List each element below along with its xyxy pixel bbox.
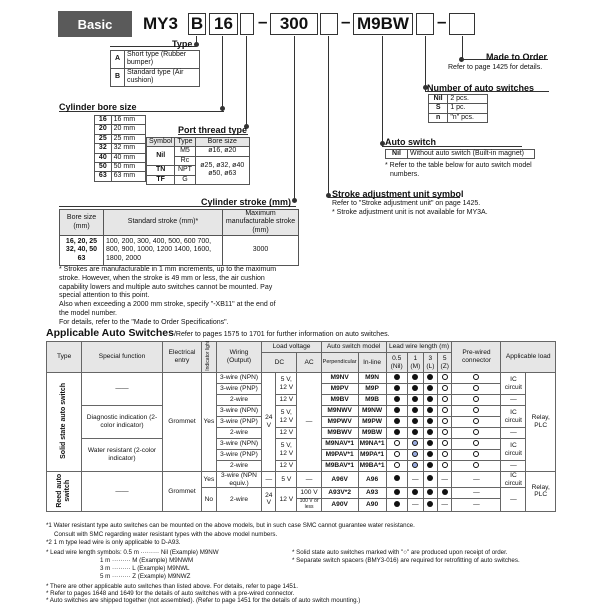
bore-line (222, 36, 223, 112)
mto-code-box (449, 13, 475, 35)
type-code-box: B (188, 13, 206, 35)
port-table: Symbol Type Bore size Nil M5 ø16, ø20 Rc ø25, ø32, ø40 ø50, ø63 TN NPT TF G (146, 137, 250, 185)
port-code-box (240, 13, 254, 35)
solid-note-2: * Separate switch spacers (BMY3-016) are required for retrofitting of auto switches. (292, 557, 520, 564)
autosw-line (382, 36, 383, 146)
mto-desc: Refer to page 1425 for details. (448, 64, 543, 71)
applicable-table: Type Special function Electrical entry Indicator light Wiring (Output) Load voltage Auto switch model Lead wire length (m) Pre-wired connector Applicable load DC AC Perpendicular In-line 0.5 (Nil) 1 (M) 3 (L) 5 (Z) Solid state auto switch —— Grommet Yes 3-wire (NPN) 24 V 5 V, 12 V — M9NV M9N IC circuit Relay, PLC 3-wire (PNP) M9PV M9P 2-wire 12 V M9BV M9B — Diagnostic indication (2-color indicator) 3-wire (NPN) 5 V, 12 V M9NWV M9NW IC circuit 3-wire (PNP) M9PWV M9PW 2-wire 12 V M9BWV M9BW — Water resistant (2-color indicator) 3-wire (NPN) 5 V, 12 V M9NAV*1 M9NA*1 IC circuit 3-wire (PNP) M9PAV*1 M9PA*1 2-wire 12 V M9BAV*1 M9BA*1 — Reed auto switch —— Grommet Yes 3-wire (NPN equiv.) — 5 V — A96V A96 — — — IC circuit Relay, PLC No 2-wire 24 V 12 V 100 V A93V*2 A93 — — 100 V or less A90V A90 — — — (46, 341, 556, 512)
note-1: *1 Water resistant type auto switches can be mounted on the above models, but in such case SMC cannot guarantee water resistance. (46, 522, 415, 529)
mto-title: Made to Order (486, 52, 548, 62)
type-table: A Short type (Rubber bumper) B Standard type (Air cushion) (110, 50, 200, 87)
bore-table: 16 16 mm 20 20 mm 25 25 mm 32 32 mm 40 40 mm 50 50 mm 63 63 mm (94, 115, 146, 182)
mto-dot (459, 57, 464, 62)
basic-tab: Basic (58, 11, 132, 37)
stroke-code-box: 300 (270, 13, 318, 35)
autosw-table: Nil Without auto switch (Built-in magnet) (385, 149, 535, 159)
stroke-notes: * Strokes are manufacturable in 1 mm increments, up to the maximum stroke. However, when the stroke is 49 mm or less, the air cushion capability lowers and multiple auto switches cannot be mounted. Pay special attention to this point. Also when exceeding a 2000 mm stroke, specify "-XB11" at the end of the model number. For details, refer to the "Made to Order Specifications". (59, 266, 277, 326)
stroke-title: Cylinder stroke (mm) (201, 197, 292, 207)
autosw-title: Auto switch (385, 137, 436, 147)
other-note-2: * Refer to pages 1648 and 1649 for the details of auto switches with a pre-wired connector. (46, 590, 295, 597)
lead-note-1: * Lead wire length symbols: 0.5 m ········· Nil (Example) M9NW (46, 549, 219, 556)
bore-code-box: 16 (209, 13, 238, 35)
lead-note-3: 3 m ········· L (Example) M9NWL (100, 565, 190, 572)
dash-1: – (258, 12, 268, 31)
stroke-table: Bore size (mm) Standard stroke (mm)* Maximum manufacturable stroke (mm) 16, 20, 25 32, 40, 50 63 100, 200, 300, 400, 500, 600 700, 800, 900, 1000, 1200 1400, 1600, 1800, 2000 3000 (59, 209, 299, 266)
bore-title: Cylinder bore size (59, 102, 137, 112)
dash-2: – (341, 12, 351, 31)
solid-note-1: * Solid state auto switches marked with "○" are produced upon receipt of order. (292, 549, 508, 556)
numsw-line (425, 36, 426, 92)
numsw-title: Number of auto switches (427, 83, 535, 93)
adj-line (328, 36, 329, 198)
switch-code-box: M9BW (353, 13, 413, 35)
adj-code-box (320, 13, 338, 35)
type-title: Type (172, 39, 193, 49)
port-line (246, 36, 247, 126)
lead-note-4: 5 m ········· Z (Example) M9NWZ (100, 573, 191, 580)
note-1b: Consult with SMC regarding water resistant types with the above model numbers. (54, 531, 278, 538)
other-note-3: * Auto switches are shipped together (not assembled). (Refer to page 1451 for the details of auto switch mounting.) (46, 597, 361, 604)
num-sw-code-box (416, 13, 434, 35)
applicable-title: Applicable Auto Switches/Refer to pages 1575 to 1701 for further information on auto switches. (46, 327, 390, 339)
adj-notes: Refer to "Stroke adjustment unit" on page 1425. * Stroke adjustment unit is not available for MY3A. (332, 200, 488, 216)
stroke-dot (292, 198, 297, 203)
note-2: *2 1 m type lead wire is only applicable to D-A93. (46, 539, 181, 546)
port-title: Port thread type (178, 125, 248, 135)
lead-note-2: 1 m ········· M (Example) M9NWM (100, 557, 194, 564)
stroke-line (294, 36, 295, 201)
adj-title: Stroke adjustment unit symbol (332, 189, 464, 199)
autosw-notes: * Refer to the table below for auto switch model numbers. (385, 162, 532, 178)
model-prefix: MY3 (143, 14, 178, 33)
numsw-table: Nil 2 pcs. S 1 pc. n "n" pcs. (428, 94, 488, 123)
dash-3: – (437, 12, 447, 31)
other-note-1: * There are other applicable auto switches than listed above. For details, refer to page 1451. (46, 583, 299, 590)
